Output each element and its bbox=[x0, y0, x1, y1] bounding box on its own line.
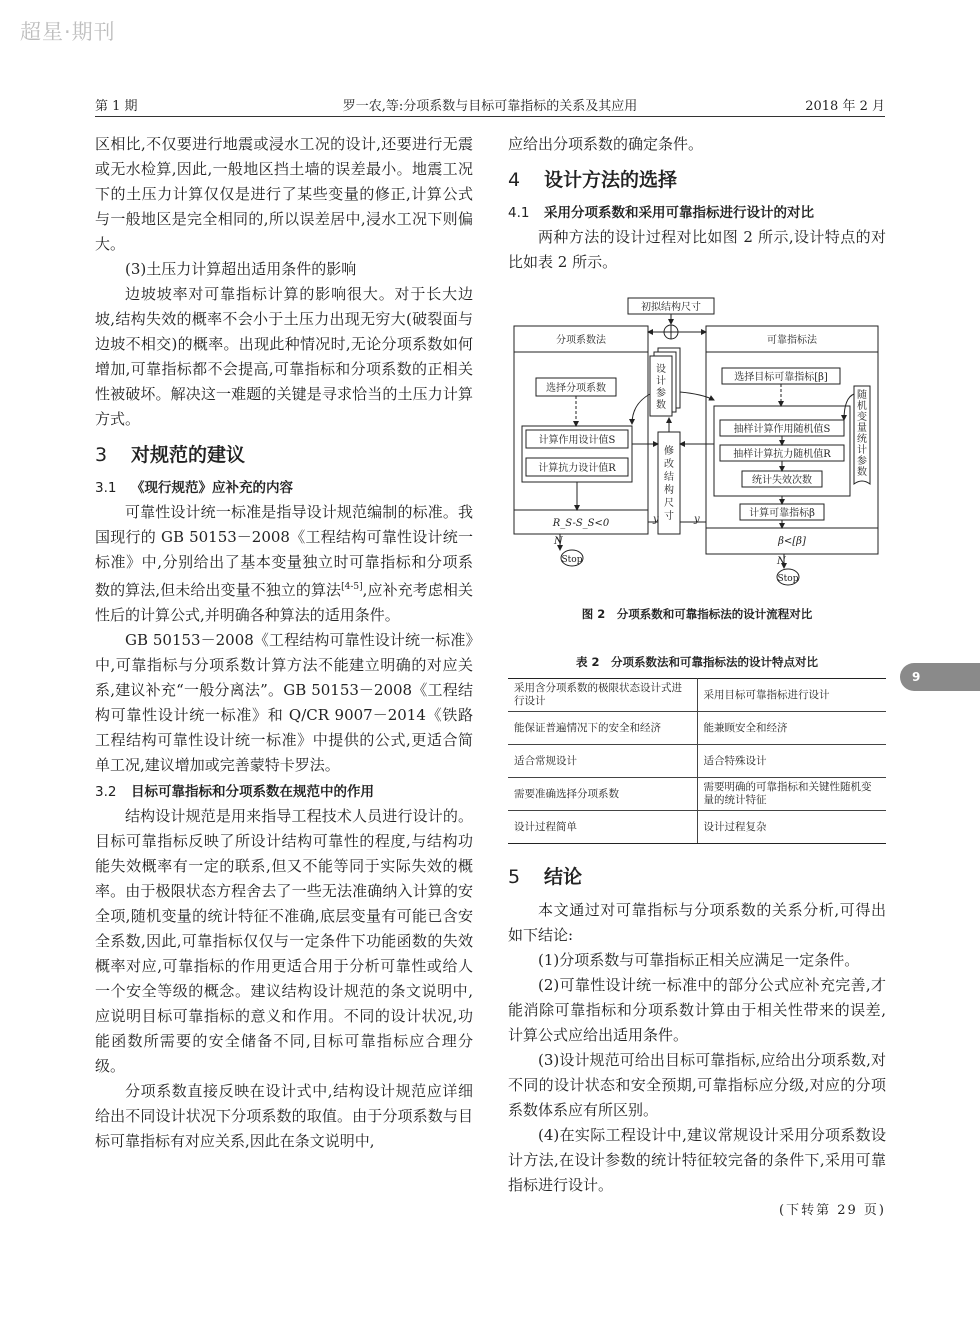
calc-r-label: 计算抗力设计值R bbox=[538, 463, 616, 474]
paragraph: (1)分项系数与可靠指标正相关应满足一定条件。 bbox=[538, 951, 860, 969]
sample-r-label: 抽样计算抗力随机值R bbox=[733, 449, 831, 460]
header-issue: 第 1 期 bbox=[95, 99, 138, 114]
header-date: 2018 年 2 月 bbox=[805, 99, 885, 114]
left-column bbox=[95, 132, 473, 1154]
paragraph: GB 50153－2008《工程结构可靠性设计统一标准》中,可靠指标与分项系数计算方法不能建立明确的对应关系,建议补充“一般分离法”。GB 50153－2008《工程结构可靠性设计统一标准》和 Q/CR 9007－2014《铁路工程结构可靠性设计统一标准》中提供的公式,更适合简单工况,建议增加或完善蒙特卡罗法。 bbox=[95, 631, 473, 774]
paragraph: 应给出分项系数的确定条件。 bbox=[508, 135, 704, 153]
table-2 bbox=[508, 678, 886, 844]
subhead-3: (3)土压力计算超出适用条件的影响 bbox=[125, 260, 357, 278]
count-fail-label: 统计失效次数 bbox=[752, 475, 812, 486]
continued-note: (下转第 29 页) bbox=[779, 1203, 886, 1218]
table-caption: 表 2 分项系数法和可靠指标法的设计特点对比 bbox=[575, 655, 818, 669]
table-row: 能保证普遍情况下的安全和经济 能兼顾安全和经济 bbox=[508, 712, 886, 745]
table-row: 适合常规设计 适合特殊设计 bbox=[508, 745, 886, 778]
design-params-label: 设计参数 bbox=[656, 364, 666, 411]
table-row: 设计过程简单 设计过程复杂 bbox=[508, 811, 886, 844]
paragraph: (2)可靠性设计统一标准中的部分公式应补充完善,才能消除可靠指标和分项系数计算由于相关性带来的误差,计算公式应给出适用条件。 bbox=[508, 976, 886, 1044]
paragraph: 结构设计规范是用来指导工程技术人员进行设计的。目标可靠指标反映了所设计结构可靠性的程度,与结构功能失效概率有一定的联系,但又不能等同于实际失效的概率。由于极限状态方程舍去了一些无法准确纳入计算的安全项,随机变量的统计特征不准确,底层变量有可能已含安全系数,因此,可靠指标仅仅与一定条件下功能函数的失效概率对应,可靠指标的作用更适合用于分析可靠性或给人一个安全等级的概念。建议结构设计规范的条文说明中,应说明目标可靠指标的意义和作用。不同的设计状况,功能函数所需要的安全储备不同,目标可靠指标应合理分级。 bbox=[95, 807, 473, 1075]
cond-left-label: R_S-S_S<0 bbox=[552, 518, 610, 529]
paragraph: 可靠性设计统一标准是指导设计规范编制的标准。我国现行的 GB 50153－2008《工程结构可靠性设计统一标准》中,分别给出了基本变量独立时可靠指标和分项系数的算法,但未给出变量不独立的算法[4-5],应补充考虑相关性后的计算公式,并明确各种算法的适用条件。 bbox=[95, 503, 473, 624]
calc-beta-label: 计算可靠指标β bbox=[749, 508, 815, 519]
modify-size-label: 修改结构尺寸 bbox=[664, 446, 674, 522]
table-row: 采用含分项系数的极限状态设计式进行设计 采用目标可靠指标进行设计 bbox=[508, 679, 886, 712]
page-number-tab: 9 bbox=[900, 663, 980, 691]
brand-watermark: 超星·期刊 bbox=[20, 20, 116, 44]
header-title: 罗一农,等:分项系数与目标可靠指标的关系及其应用 bbox=[342, 99, 638, 114]
paragraph: 本文通过对可靠指标与分项系数的关系分析,可得出如下结论: bbox=[508, 901, 886, 944]
right-column-bottom bbox=[508, 854, 886, 1223]
calc-s-label: 计算作用设计值S bbox=[538, 435, 616, 446]
initial-size-label: 初拟结构尺寸 bbox=[641, 302, 701, 313]
section-heading-3: 3 对规范的建议 bbox=[95, 444, 246, 466]
stop-left: Stop bbox=[561, 555, 583, 565]
figure-caption: 图 2 分项系数和可靠指标法的设计流程对比 bbox=[581, 607, 813, 621]
section-heading-5: 5 结论 bbox=[508, 866, 583, 888]
paragraph: (3)设计规范可给出目标可靠指标,应给出分项系数,对不同的设计状态和安全预期,可靠指标应分级,对应的分项系数体系应有所区别。 bbox=[508, 1051, 886, 1119]
no-left: N bbox=[554, 536, 563, 547]
right-panel-title: 可靠指标法 bbox=[767, 335, 817, 346]
random-stats-label: 随机变量统计参数 bbox=[857, 390, 867, 478]
figure-2-flowchart bbox=[508, 294, 888, 594]
table-row: 需要准确选择分项系数 需要明确的可靠指标和关键性随机变量的统计特征 bbox=[508, 778, 886, 811]
paragraph: 两种方法的设计过程对比如图 2 所示,设计特点的对比如表 2 所示。 bbox=[508, 228, 886, 271]
no-right: N bbox=[777, 556, 786, 567]
left-panel-title: 分项系数法 bbox=[556, 335, 606, 346]
section-heading-4-1: 4.1 采用分项系数和采用可靠指标进行设计的对比 bbox=[508, 205, 814, 221]
section-heading-4: 4 设计方法的选择 bbox=[508, 169, 678, 191]
yes-left: y bbox=[653, 514, 659, 525]
paragraph: (4)在实际工程设计中,建议常规设计采用分项系数设计方法,在设计参数的统计特征较完备的条件下,采用可靠指标进行设计。 bbox=[508, 1126, 886, 1194]
sample-s-label: 抽样计算作用随机值S bbox=[733, 424, 831, 435]
section-heading-3-2: 3.2 目标可靠指标和分项系数在规范中的作用 bbox=[95, 784, 374, 800]
paragraph: 分项系数直接反映在设计式中,结构设计规范应详细给出不同设计状况下分项系数的取值。由于分项系数与目标可靠指标有对应关系,因此在条文说明中, bbox=[95, 1082, 473, 1150]
section-heading-3-1: 3.1 《现行规范》应补充的内容 bbox=[95, 480, 293, 496]
yes-right: y bbox=[694, 514, 700, 525]
header-rule bbox=[95, 116, 885, 117]
select-beta-label: 选择目标可靠指标[β] bbox=[734, 372, 828, 383]
right-column-top bbox=[508, 132, 886, 275]
cond-right-label: β<[β] bbox=[778, 536, 806, 547]
paragraph: 边坡坡率对可靠指标计算的影响很大。对于长大边坡,结构失效的概率不会小于土压力出现无穷大(破裂面与边坡不相交)的概率。出现此种情况时,无论分项系数如何增加,可靠指标都不会提高,可靠指标和分项系数的正相关性被破坏。解决这一难题的关键是寻求恰当的土压力计算方式。 bbox=[95, 285, 473, 428]
stop-right: Stop bbox=[777, 574, 799, 584]
paragraph: 区相比,不仅要进行地震或浸水工况的设计,还要进行无震或无水检算,因此,一般地区挡土墙的误差最小。地震工况下的土压力计算仅仅是进行了某些变量的修正,计算公式与一般地区是完全相同的,所以误差居中,浸水工况下则偏大。 bbox=[95, 135, 473, 253]
select-gamma-label: 选择分项系数 bbox=[546, 383, 606, 394]
